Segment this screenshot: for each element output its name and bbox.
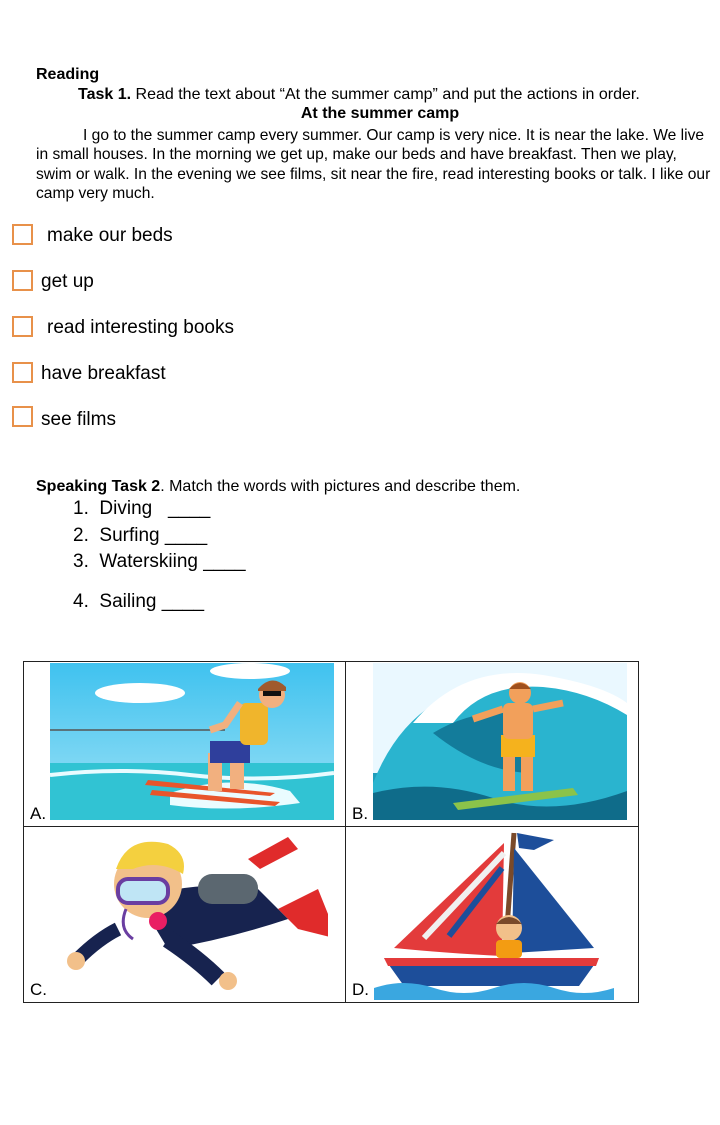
reading-heading: Reading: [36, 66, 100, 83]
item-text: Diving ____: [99, 498, 211, 519]
picture-label: B.: [352, 804, 369, 823]
match-item: [73, 525, 207, 547]
surfing-illustration-icon: [373, 663, 627, 820]
picture-cell-d: [346, 827, 639, 1003]
item-number: 4.: [73, 591, 89, 612]
task1-label: Task 1.: [78, 86, 132, 103]
item-number: 2.: [73, 525, 89, 546]
picture-grid: [23, 661, 639, 1003]
action-label: make our beds: [47, 225, 173, 246]
task1-text: Read the text about “At the summer camp” and put the actions in order.: [131, 86, 640, 103]
item-text: Surfing ____: [99, 525, 208, 546]
match-item: [73, 551, 246, 573]
task2-text: . Match the words with pictures and describe them.: [160, 478, 521, 495]
item-text: Sailing ____: [99, 591, 205, 612]
action-label: get up: [41, 271, 94, 292]
match-item: [73, 591, 204, 613]
picture-cell-c: [24, 827, 346, 1003]
checkbox-see-films[interactable]: [12, 406, 33, 427]
checkbox-read-books[interactable]: [12, 316, 33, 337]
diving-illustration-icon: [48, 829, 328, 999]
item-number: 3.: [73, 551, 89, 572]
item-text: Waterskiing ____: [99, 551, 246, 572]
task2-label: Speaking Task 2: [36, 478, 161, 495]
action-label: see films: [41, 409, 116, 430]
waterskiing-illustration-icon: [50, 663, 334, 820]
task1-instruction: [78, 86, 640, 104]
checkbox-get-up[interactable]: [12, 270, 33, 291]
picture-label: A.: [30, 804, 47, 823]
sailing-illustration-icon: [374, 828, 614, 1000]
reading-paragraph: I go to the summer camp every summer. Our camp is very nice. It is near the lake. We live in small houses. In the morning we get up, make our beds and have breakfast. Then we play, swim or walk. In the evening we see films, sit near the fire, read interesting books or talk. I like our camp very much.: [36, 127, 711, 202]
action-label: read interesting books: [47, 317, 234, 338]
match-item: [73, 498, 210, 520]
text-title: At the summer camp: [300, 105, 460, 122]
item-number: 1.: [73, 498, 89, 519]
checkbox-have-breakfast[interactable]: [12, 362, 33, 383]
picture-cell-a: [24, 662, 346, 827]
task2-instruction: [36, 478, 520, 496]
checkbox-make-beds[interactable]: [12, 224, 33, 245]
picture-cell-b: [346, 662, 639, 827]
picture-label: D.: [352, 980, 369, 999]
action-label: have breakfast: [41, 363, 166, 384]
picture-label: C.: [30, 980, 47, 999]
